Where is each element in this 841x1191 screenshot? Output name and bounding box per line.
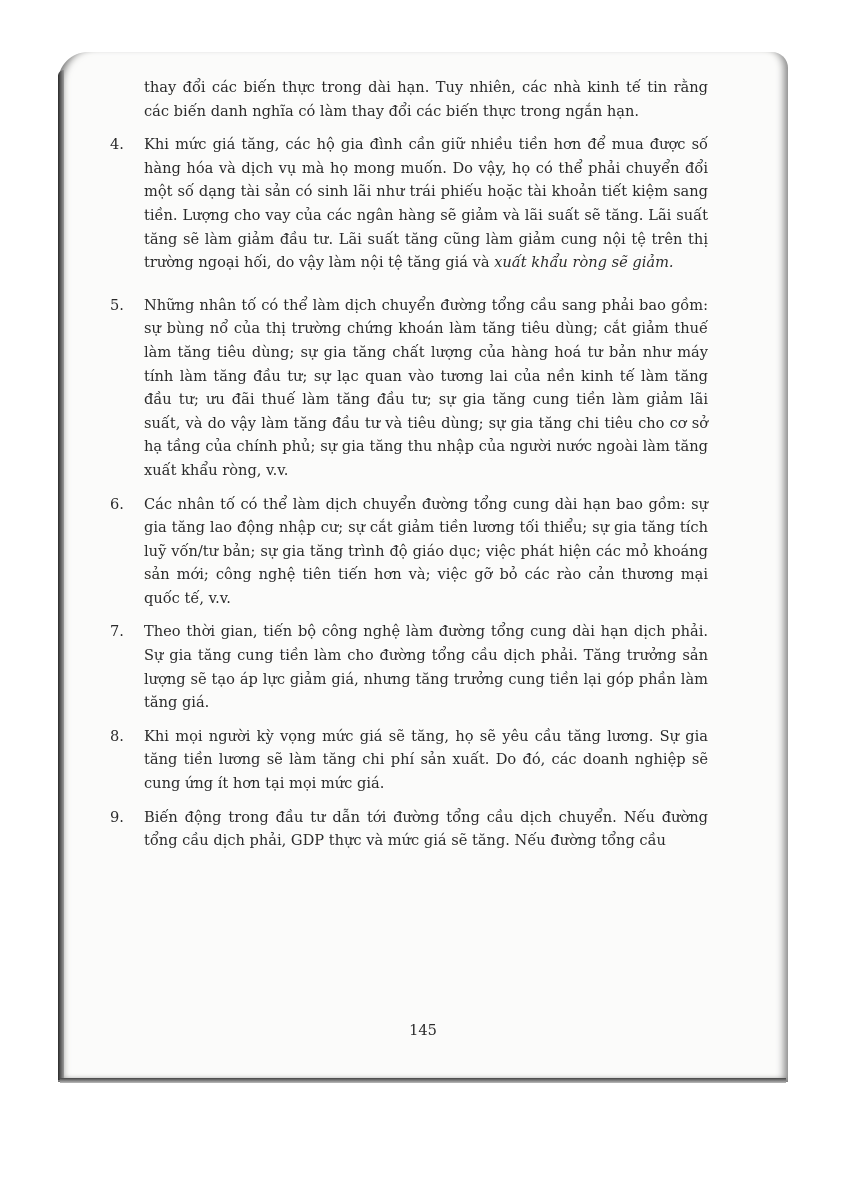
item-text: Các nhân tố có thể làm dịch chuyển đường tổng cung dài hạn bao gồm: sự gia tăng lao động nhập cư; sự cắt giảm tiền lương tối thiểu; sự gia tăng tích luỹ vốn/tư bản; sự gia tăng trình độ giáo dục; việc phát hiện các mỏ khoáng sản mới; công nghệ tiên tiến hơn và; việc gỡ bỏ các rào cản thương mại quốc tế, v.v. bbox=[144, 495, 708, 607]
item-number: 7. bbox=[110, 623, 124, 641]
item-number: 5. bbox=[110, 296, 124, 314]
item-text-italic: xuất khẩu ròng sẽ giảm. bbox=[494, 254, 674, 272]
list-item bbox=[112, 493, 708, 611]
item-text: Khi mức giá tăng, các hộ gia đình cần giữ nhiều tiền hơn để mua được số hàng hóa và dịch vụ mà họ mong muốn. Do vậy, họ có thể phải chuyển đổi một số dạng tài sản có sinh lãi như trái phiếu hoặc tài khoản tiết kiệm sang tiền. Lượng cho vay của các ngân hàng sẽ giảm và lãi suất sẽ tăng. Lãi suất tăng sẽ làm giảm đầu tư. Lãi suất tăng cũng làm giảm cung nội tệ trên thị trường ngoại hối, do vậy làm nội tệ tăng giá và bbox=[144, 136, 708, 272]
page-bottom-edge bbox=[60, 1078, 786, 1083]
list-item bbox=[112, 133, 708, 275]
continuation-paragraph: thay đổi các biến thực trong dài hạn. Tuy nhiên, các nhà kinh tế tin rằng các biến danh nghĩa có làm thay đổi các biến thực trong ngắn hạn. bbox=[144, 79, 708, 120]
item-text: Khi mọi người kỳ vọng mức giá sẽ tăng, họ sẽ yêu cầu tăng lương. Sự gia tăng tiền lương sẽ làm tăng chi phí sản xuất. Do đó, các doanh nghiệp sẽ cung ứng ít hơn tại mọi mức giá. bbox=[144, 727, 708, 793]
item-number: 6. bbox=[110, 495, 124, 513]
list-item bbox=[112, 620, 708, 714]
page-binding-shadow bbox=[58, 70, 64, 1080]
list-item bbox=[112, 294, 708, 483]
item-number: 9. bbox=[110, 808, 124, 826]
page-number: 145 bbox=[409, 1022, 437, 1039]
list-item bbox=[112, 806, 708, 853]
item-number: 8. bbox=[110, 727, 124, 745]
item-number: 4. bbox=[110, 136, 124, 154]
page-text bbox=[112, 76, 708, 853]
list-item bbox=[112, 725, 708, 796]
item-text: Biến động trong đầu tư dẫn tới đường tổng cầu dịch chuyển. Nếu đường tổng cầu dịch phải, GDP thực và mức giá sẽ tăng. Nếu đường tổng cầu bbox=[144, 808, 708, 850]
item-text: Những nhân tố có thể làm dịch chuyển đường tổng cầu sang phải bao gồm: sự bùng nổ của thị trường chứng khoán làm tăng tiêu dùng; cắt giảm thuế làm tăng tiêu dùng; sự gia tăng chất lượng của hàng hoá tư bản như máy tính làm tăng đầu tư; sự lạc quan vào tương lai của nền kinh tế làm tăng đầu tư; ưu đãi thuế làm tăng đầu tư; sự gia tăng cung tiền làm giảm lãi suất, và do vậy làm tăng đầu tư và tiêu dùng; sự gia tăng chi tiêu cho cơ sở hạ tầng của chính phủ; sự gia tăng thu nhập của người nước ngoài làm tăng xuất khẩu ròng, v.v. bbox=[144, 296, 708, 479]
item-text: Theo thời gian, tiến bộ công nghệ làm đường tổng cung dài hạn dịch phải. Sự gia tăng cung tiền làm cho đường tổng cầu dịch phải. Tăng trưởng sản lượng sẽ tạo áp lực giảm giá, nhưng tăng trưởng cung tiền lại góp phần làm tăng giá. bbox=[144, 623, 708, 712]
